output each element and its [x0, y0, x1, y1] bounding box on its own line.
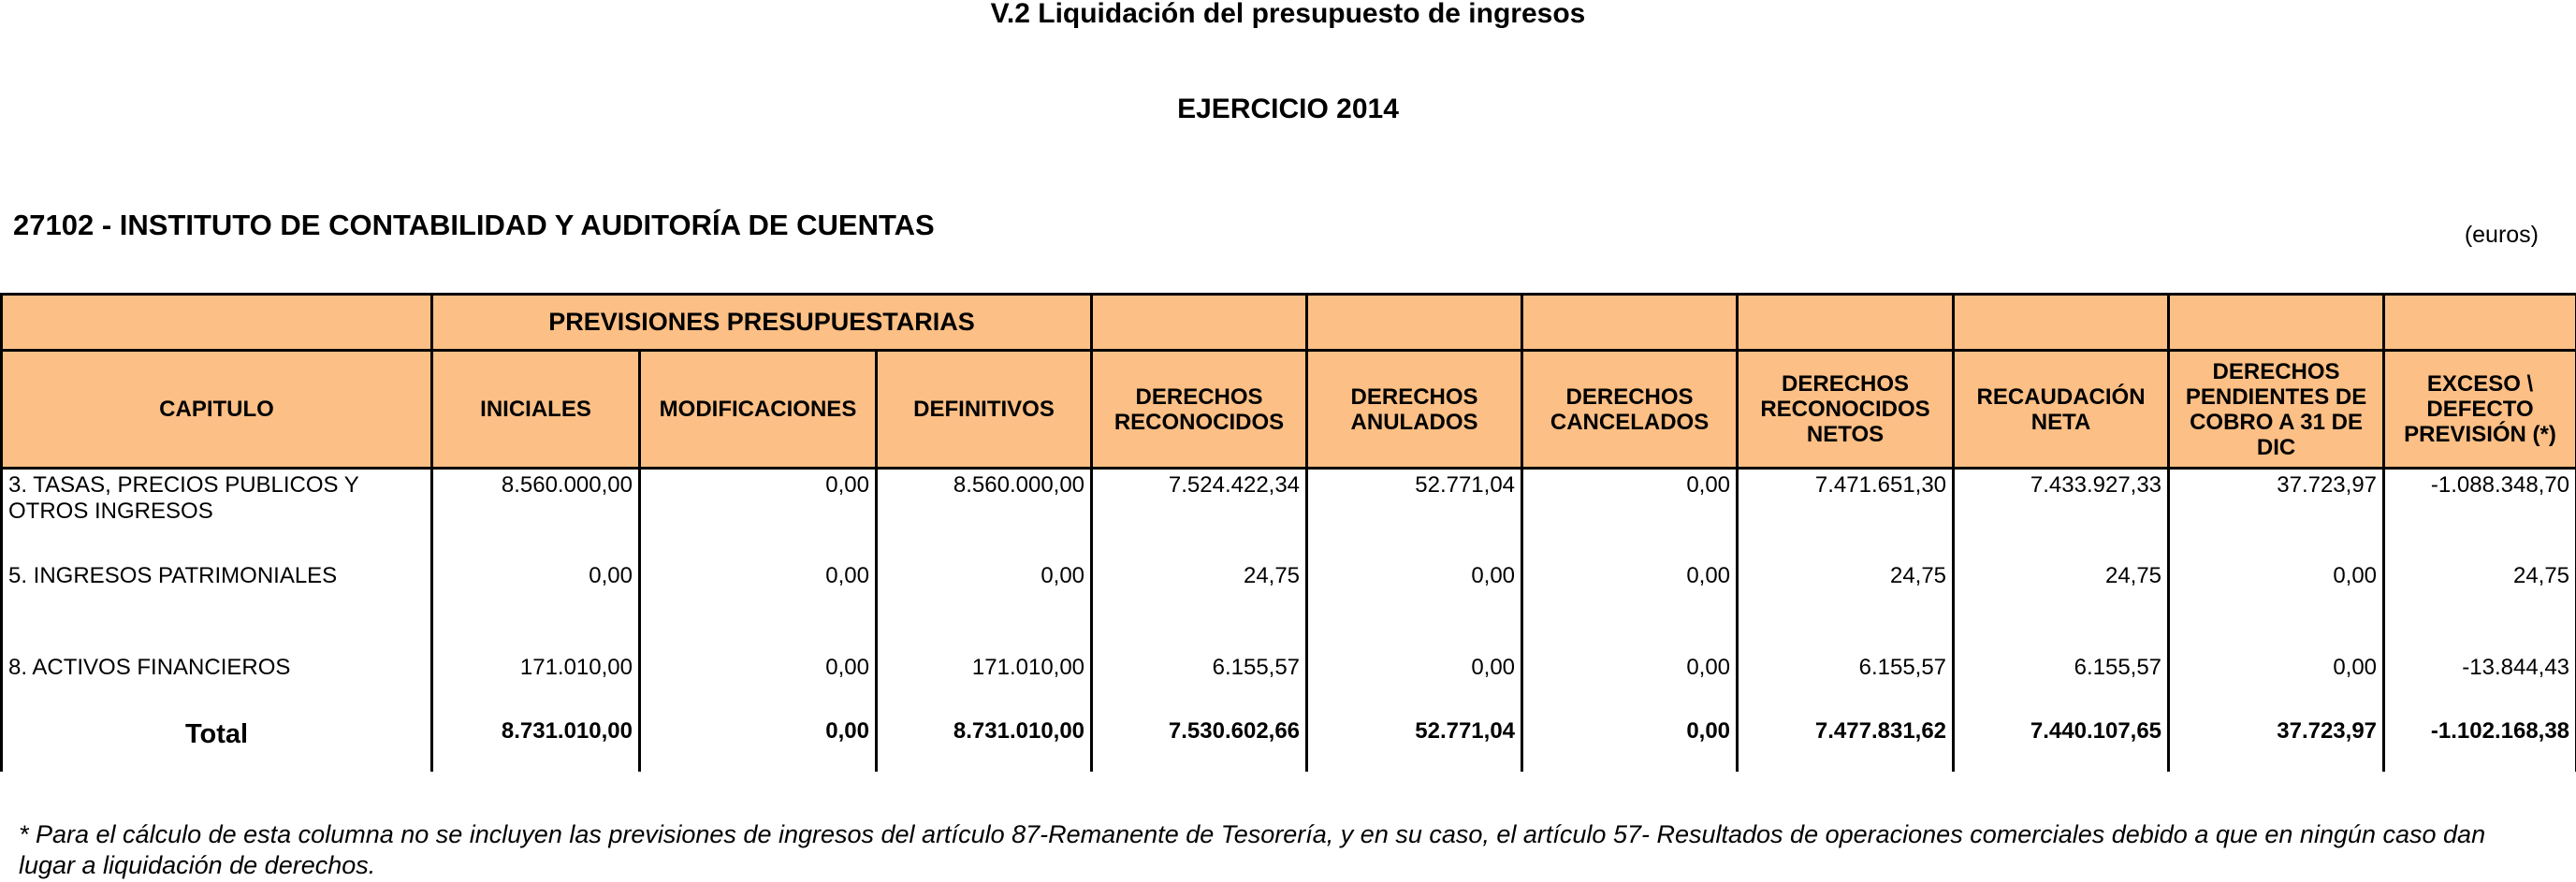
total-iniciales: 8.731.010,00 [432, 716, 640, 772]
row-capitulo: 5. INGRESOS PATRIMONIALES [2, 560, 432, 652]
cell-definitivos: 171.010,00 [877, 652, 1092, 716]
cell-modificaciones: 0,00 [640, 469, 877, 560]
column-header-row [2, 351, 2576, 469]
cell-derechos-cancelados: 0,00 [1522, 560, 1738, 652]
cell-derechos-anulados: 0,00 [1307, 652, 1522, 716]
cell-derechos-pendientes: 37.723,97 [2169, 469, 2384, 560]
cell-derechos-anulados: 52.771,04 [1307, 469, 1522, 560]
cell-recaudacion-neta: 6.155,57 [1954, 652, 2169, 716]
total-derechos-anulados: 52.771,04 [1307, 716, 1522, 772]
group-header-previsiones: PREVISIONES PRESUPUESTARIAS [432, 295, 1092, 351]
cell-recaudacion-neta: 24,75 [1954, 560, 2169, 652]
total-derechos-pendientes: 37.723,97 [2169, 716, 2384, 772]
total-label: Total [2, 716, 432, 772]
header-blank-cell [2169, 295, 2384, 351]
cell-iniciales: 171.010,00 [432, 652, 640, 716]
col-header-exceso-defecto: EXCESO \ DEFECTO PREVISIÓN (*) [2384, 351, 2576, 469]
cell-derechos-reconocidos: 7.524.422,34 [1092, 469, 1307, 560]
cell-derechos-reconocidos-netos: 7.471.651,30 [1738, 469, 1954, 560]
cell-definitivos: 0,00 [877, 560, 1092, 652]
col-header-modificaciones: MODIFICACIONES [640, 351, 877, 469]
total-modificaciones: 0,00 [640, 716, 877, 772]
cell-derechos-cancelados: 0,00 [1522, 469, 1738, 560]
budget-income-table [0, 293, 2576, 772]
col-header-derechos-reconocidos: DERECHOS RECONOCIDOS [1092, 351, 1307, 469]
cell-modificaciones: 0,00 [640, 560, 877, 652]
currency-units: (euros) [2464, 222, 2539, 248]
footnote: * Para el cálculo de esta columna no se incluyen las previsiones de ingresos del artículo 87-Remanente de Tesorería, y en su caso, el artículo 57- Resultados de operaciones comerciales debido a que en ningún caso dan lugar a liquidación de derechos. [19, 820, 2486, 879]
table-row [2, 652, 2576, 716]
col-header-capitulo: CAPITULO [2, 351, 432, 469]
header-blank-cell [1738, 295, 1954, 351]
col-header-iniciales: INICIALES [432, 351, 640, 469]
entity-name: 27102 - INSTITUTO DE CONTABILIDAD Y AUDITORÍA DE CUENTAS [13, 209, 935, 241]
report-title: V.2 Liquidación del presupuesto de ingresos [990, 0, 1586, 29]
header-blank-cell [1954, 295, 2169, 351]
total-row [2, 716, 2576, 772]
row-capitulo: 8. ACTIVOS FINANCIEROS [2, 652, 432, 716]
group-header-row [2, 295, 2576, 351]
cell-derechos-reconocidos: 24,75 [1092, 560, 1307, 652]
total-recaudacion-neta: 7.440.107,65 [1954, 716, 2169, 772]
cell-iniciales: 0,00 [432, 560, 640, 652]
header-blank-cell [2, 295, 432, 351]
cell-iniciales: 8.560.000,00 [432, 469, 640, 560]
fiscal-year-heading: EJERCICIO 2014 [1177, 94, 1399, 124]
header-blank-cell [1092, 295, 1307, 351]
total-exceso-defecto: -1.102.168,38 [2384, 716, 2576, 772]
cell-recaudacion-neta: 7.433.927,33 [1954, 469, 2169, 560]
col-header-derechos-cancelados: DERECHOS CANCELADOS [1522, 351, 1738, 469]
cell-exceso-defecto: -13.844,43 [2384, 652, 2576, 716]
header-blank-cell [2384, 295, 2576, 351]
col-header-derechos-anulados: DERECHOS ANULADOS [1307, 351, 1522, 469]
table-row [2, 469, 2576, 560]
cell-derechos-anulados: 0,00 [1307, 560, 1522, 652]
cell-derechos-pendientes: 0,00 [2169, 560, 2384, 652]
row-capitulo: 3. TASAS, PRECIOS PUBLICOS Y OTROS INGRESOS [2, 469, 432, 560]
cell-derechos-reconocidos-netos: 24,75 [1738, 560, 1954, 652]
col-header-derechos-pendientes: DERECHOS PENDIENTES DE COBRO A 31 DE DIC [2169, 351, 2384, 469]
cell-derechos-pendientes: 0,00 [2169, 652, 2384, 716]
cell-exceso-defecto: -1.088.348,70 [2384, 469, 2576, 560]
cell-derechos-cancelados: 0,00 [1522, 652, 1738, 716]
cell-definitivos: 8.560.000,00 [877, 469, 1092, 560]
col-header-derechos-reconocidos-netos: DERECHOS RECONOCIDOS NETOS [1738, 351, 1954, 469]
table-row [2, 560, 2576, 652]
col-header-recaudacion-neta: RECAUDACIÓN NETA [1954, 351, 2169, 469]
total-definitivos: 8.731.010,00 [877, 716, 1092, 772]
cell-derechos-reconocidos-netos: 6.155,57 [1738, 652, 1954, 716]
cell-exceso-defecto: 24,75 [2384, 560, 2576, 652]
cell-derechos-reconocidos: 6.155,57 [1092, 652, 1307, 716]
header-blank-cell [1522, 295, 1738, 351]
cell-modificaciones: 0,00 [640, 652, 877, 716]
total-derechos-reconocidos-netos: 7.477.831,62 [1738, 716, 1954, 772]
col-header-definitivos: DEFINITIVOS [877, 351, 1092, 469]
total-derechos-cancelados: 0,00 [1522, 716, 1738, 772]
header-blank-cell [1307, 295, 1522, 351]
total-derechos-reconocidos: 7.530.602,66 [1092, 716, 1307, 772]
